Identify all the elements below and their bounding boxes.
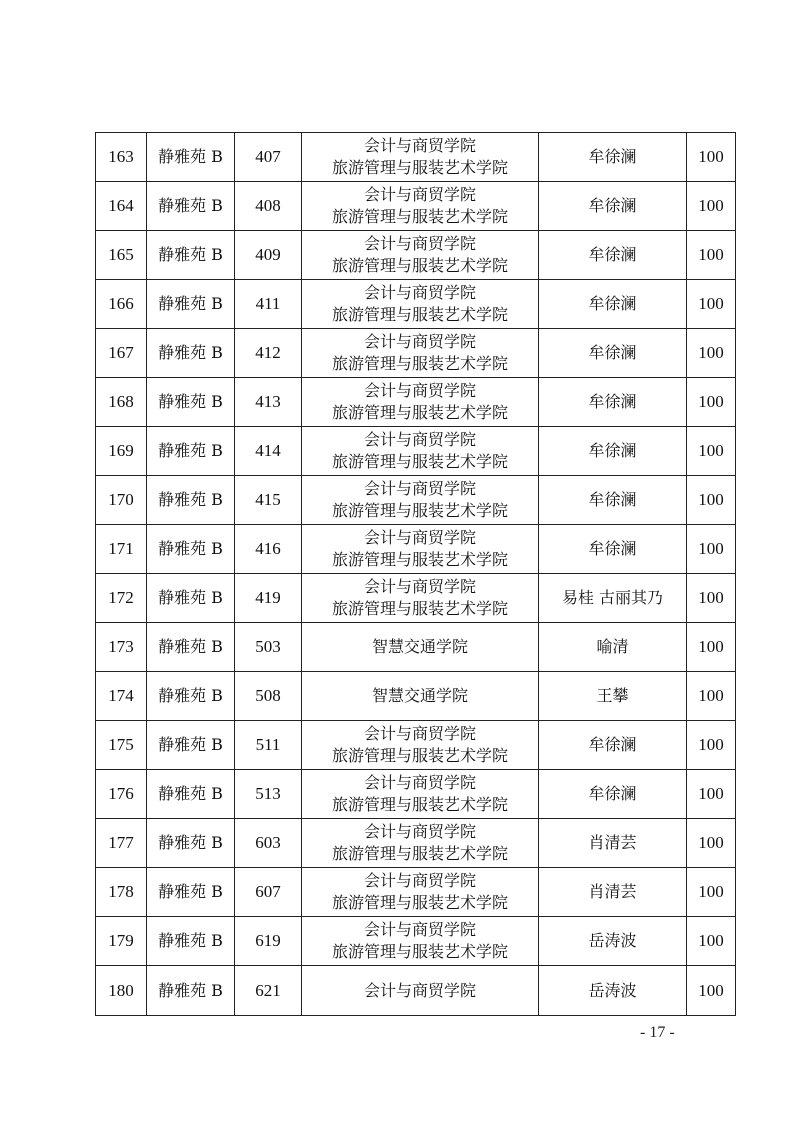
cell-college xyxy=(302,868,539,917)
cell-serial-number: 171 xyxy=(96,525,147,574)
college-name: 会计与商贸学院 xyxy=(363,724,476,743)
cell-college xyxy=(302,623,539,672)
cell-score: 100 xyxy=(687,770,736,819)
cell-serial-number: 170 xyxy=(96,476,147,525)
cell-person: 岳涛波 xyxy=(539,917,687,966)
cell-serial-number: 163 xyxy=(96,133,147,182)
college-name: 旅游管理与服装艺术学院 xyxy=(331,403,508,422)
college-name: 会计与商贸学院 xyxy=(363,430,476,449)
cell-room: 513 xyxy=(235,770,302,819)
college-name: 旅游管理与服装艺术学院 xyxy=(331,256,508,275)
dormitory-score-table-container xyxy=(95,132,735,1016)
cell-serial-number: 177 xyxy=(96,819,147,868)
cell-building: 静雅苑 B xyxy=(147,623,235,672)
cell-score: 100 xyxy=(687,672,736,721)
cell-person: 牟徐澜 xyxy=(539,427,687,476)
cell-room: 607 xyxy=(235,868,302,917)
cell-person: 牟徐澜 xyxy=(539,476,687,525)
cell-person: 喻清 xyxy=(539,623,687,672)
cell-serial-number: 167 xyxy=(96,329,147,378)
cell-score: 100 xyxy=(687,378,736,427)
cell-person: 牟徐澜 xyxy=(539,231,687,280)
cell-building: 静雅苑 B xyxy=(147,672,235,721)
cell-college xyxy=(302,231,539,280)
college-name: 旅游管理与服装艺术学院 xyxy=(331,795,508,814)
college-name: 智慧交通学院 xyxy=(371,686,468,705)
college-name: 旅游管理与服装艺术学院 xyxy=(331,207,508,226)
cell-room: 619 xyxy=(235,917,302,966)
table-row xyxy=(96,525,736,574)
table-row xyxy=(96,231,736,280)
cell-score: 100 xyxy=(687,868,736,917)
cell-person: 牟徐澜 xyxy=(539,280,687,329)
table-row xyxy=(96,574,736,623)
college-name: 旅游管理与服装艺术学院 xyxy=(331,501,508,520)
cell-serial-number: 176 xyxy=(96,770,147,819)
college-name: 会计与商贸学院 xyxy=(363,479,476,498)
cell-building: 静雅苑 B xyxy=(147,280,235,329)
table-body xyxy=(96,133,736,1016)
cell-room: 508 xyxy=(235,672,302,721)
cell-person: 肖清芸 xyxy=(539,868,687,917)
cell-room: 407 xyxy=(235,133,302,182)
cell-building: 静雅苑 B xyxy=(147,231,235,280)
cell-person: 牟徐澜 xyxy=(539,329,687,378)
college-name: 旅游管理与服装艺术学院 xyxy=(331,893,508,912)
table-row xyxy=(96,476,736,525)
cell-room: 511 xyxy=(235,721,302,770)
page-number: - 17 - xyxy=(640,1024,675,1041)
cell-score: 100 xyxy=(687,623,736,672)
cell-serial-number: 179 xyxy=(96,917,147,966)
cell-building: 静雅苑 B xyxy=(147,917,235,966)
cell-college xyxy=(302,476,539,525)
cell-college xyxy=(302,133,539,182)
table-row xyxy=(96,721,736,770)
table-row xyxy=(96,280,736,329)
table-row xyxy=(96,672,736,721)
college-name: 会计与商贸学院 xyxy=(363,577,476,596)
cell-building: 静雅苑 B xyxy=(147,770,235,819)
table-row xyxy=(96,770,736,819)
cell-serial-number: 174 xyxy=(96,672,147,721)
cell-college xyxy=(302,182,539,231)
table-row xyxy=(96,623,736,672)
cell-college xyxy=(302,427,539,476)
cell-college xyxy=(302,966,539,1016)
cell-college xyxy=(302,819,539,868)
college-name: 会计与商贸学院 xyxy=(363,920,476,939)
college-name: 旅游管理与服装艺术学院 xyxy=(331,942,508,961)
cell-college xyxy=(302,329,539,378)
cell-building: 静雅苑 B xyxy=(147,476,235,525)
cell-person: 王攀 xyxy=(539,672,687,721)
cell-person: 牟徐澜 xyxy=(539,721,687,770)
cell-score: 100 xyxy=(687,231,736,280)
college-name: 旅游管理与服装艺术学院 xyxy=(331,746,508,765)
cell-room: 409 xyxy=(235,231,302,280)
college-name: 旅游管理与服装艺术学院 xyxy=(331,354,508,373)
cell-score: 100 xyxy=(687,819,736,868)
cell-person: 牟徐澜 xyxy=(539,525,687,574)
cell-room: 621 xyxy=(235,966,302,1016)
cell-score: 100 xyxy=(687,721,736,770)
cell-room: 415 xyxy=(235,476,302,525)
table-row xyxy=(96,868,736,917)
college-name: 会计与商贸学院 xyxy=(363,980,476,1000)
cell-building: 静雅苑 B xyxy=(147,329,235,378)
college-name: 会计与商贸学院 xyxy=(363,528,476,547)
cell-person: 岳涛波 xyxy=(539,966,687,1016)
dormitory-score-table xyxy=(95,132,736,1016)
cell-score: 100 xyxy=(687,133,736,182)
cell-serial-number: 178 xyxy=(96,868,147,917)
cell-college xyxy=(302,378,539,427)
cell-person: 易桂 古丽其乃 xyxy=(539,574,687,623)
cell-building: 静雅苑 B xyxy=(147,574,235,623)
cell-score: 100 xyxy=(687,525,736,574)
college-name: 会计与商贸学院 xyxy=(363,332,476,351)
cell-college xyxy=(302,721,539,770)
cell-score: 100 xyxy=(687,574,736,623)
cell-score: 100 xyxy=(687,917,736,966)
cell-person: 肖清芸 xyxy=(539,819,687,868)
cell-college xyxy=(302,525,539,574)
college-name: 会计与商贸学院 xyxy=(363,283,476,302)
cell-score: 100 xyxy=(687,280,736,329)
cell-room: 416 xyxy=(235,525,302,574)
cell-room: 414 xyxy=(235,427,302,476)
college-name: 会计与商贸学院 xyxy=(363,871,476,890)
table-row xyxy=(96,378,736,427)
cell-building: 静雅苑 B xyxy=(147,966,235,1016)
college-name: 旅游管理与服装艺术学院 xyxy=(331,452,508,471)
cell-room: 408 xyxy=(235,182,302,231)
cell-score: 100 xyxy=(687,427,736,476)
cell-serial-number: 175 xyxy=(96,721,147,770)
table-row xyxy=(96,966,736,1016)
college-name: 会计与商贸学院 xyxy=(363,381,476,400)
cell-room: 603 xyxy=(235,819,302,868)
cell-serial-number: 168 xyxy=(96,378,147,427)
cell-college xyxy=(302,672,539,721)
cell-room: 412 xyxy=(235,329,302,378)
cell-serial-number: 164 xyxy=(96,182,147,231)
college-name: 智慧交通学院 xyxy=(371,637,468,656)
cell-serial-number: 173 xyxy=(96,623,147,672)
college-name: 旅游管理与服装艺术学院 xyxy=(331,844,508,863)
table-row xyxy=(96,133,736,182)
cell-building: 静雅苑 B xyxy=(147,427,235,476)
cell-score: 100 xyxy=(687,966,736,1016)
college-name: 会计与商贸学院 xyxy=(363,136,476,155)
table-row xyxy=(96,819,736,868)
college-name: 会计与商贸学院 xyxy=(363,234,476,253)
cell-person: 牟徐澜 xyxy=(539,182,687,231)
college-name: 旅游管理与服装艺术学院 xyxy=(331,599,508,618)
cell-serial-number: 165 xyxy=(96,231,147,280)
cell-score: 100 xyxy=(687,476,736,525)
cell-building: 静雅苑 B xyxy=(147,525,235,574)
cell-building: 静雅苑 B xyxy=(147,868,235,917)
cell-college xyxy=(302,917,539,966)
cell-serial-number: 169 xyxy=(96,427,147,476)
cell-room: 419 xyxy=(235,574,302,623)
cell-college xyxy=(302,574,539,623)
cell-serial-number: 172 xyxy=(96,574,147,623)
cell-serial-number: 180 xyxy=(96,966,147,1016)
cell-college xyxy=(302,770,539,819)
table-row xyxy=(96,182,736,231)
cell-building: 静雅苑 B xyxy=(147,819,235,868)
cell-room: 503 xyxy=(235,623,302,672)
cell-person: 牟徐澜 xyxy=(539,133,687,182)
cell-room: 411 xyxy=(235,280,302,329)
college-name: 旅游管理与服装艺术学院 xyxy=(331,158,508,177)
college-name: 会计与商贸学院 xyxy=(363,773,476,792)
table-row xyxy=(96,329,736,378)
table-row xyxy=(96,427,736,476)
college-name: 旅游管理与服装艺术学院 xyxy=(331,550,508,569)
table-row xyxy=(96,917,736,966)
cell-building: 静雅苑 B xyxy=(147,182,235,231)
cell-room: 413 xyxy=(235,378,302,427)
cell-college xyxy=(302,280,539,329)
cell-score: 100 xyxy=(687,182,736,231)
cell-building: 静雅苑 B xyxy=(147,378,235,427)
cell-person: 牟徐澜 xyxy=(539,378,687,427)
college-name: 会计与商贸学院 xyxy=(363,822,476,841)
cell-serial-number: 166 xyxy=(96,280,147,329)
cell-score: 100 xyxy=(687,329,736,378)
cell-person: 牟徐澜 xyxy=(539,770,687,819)
college-name: 旅游管理与服装艺术学院 xyxy=(331,305,508,324)
cell-building: 静雅苑 B xyxy=(147,133,235,182)
college-name: 会计与商贸学院 xyxy=(363,185,476,204)
cell-building: 静雅苑 B xyxy=(147,721,235,770)
